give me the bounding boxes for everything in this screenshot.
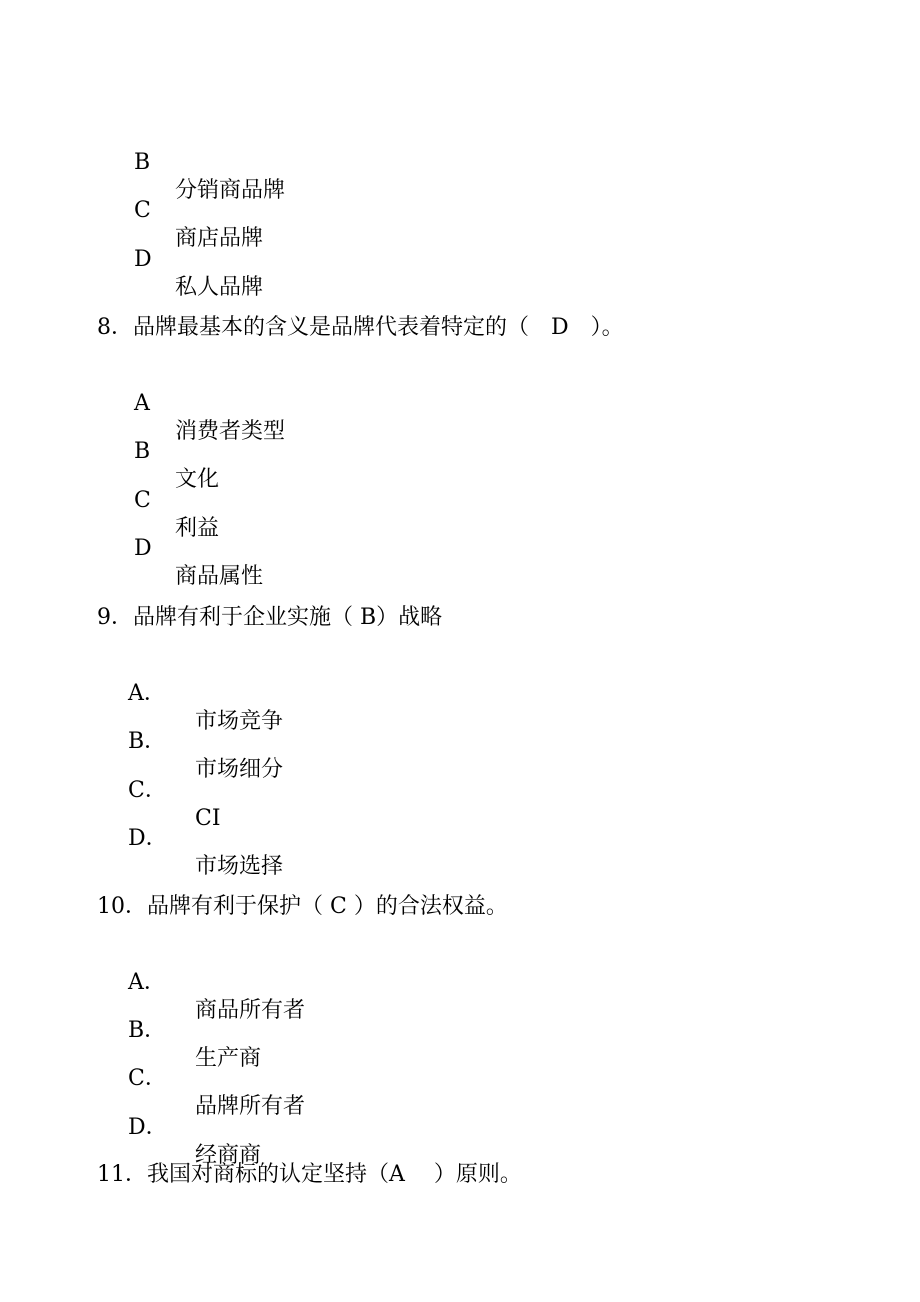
option-label: A: [134, 391, 150, 416]
option-text: 市场竞争: [195, 709, 284, 734]
option-label: C．: [128, 778, 167, 803]
option-label: D．: [128, 1115, 168, 1140]
option-text: CI: [195, 806, 221, 831]
option-label: D．: [128, 826, 168, 851]
option-label: C: [134, 198, 151, 223]
option-text: 商品属性: [175, 564, 264, 589]
option-text: 经商商: [195, 1143, 262, 1168]
option-text: 市场细分: [195, 757, 284, 782]
option-label: D: [134, 536, 152, 561]
q9-stem: 9．品牌有利于企业实施（ B）战略: [97, 605, 443, 630]
option-text: 生产商: [195, 1046, 262, 1071]
option-label: C: [134, 488, 151, 513]
option-text: 市场选择: [195, 854, 284, 879]
option-text: 消费者类型: [175, 419, 286, 444]
option-text: 商品所有者: [195, 998, 306, 1023]
option-text: 私人品牌: [175, 275, 264, 300]
option-label: A．: [128, 970, 166, 995]
option-label: D: [134, 247, 152, 272]
option-label: A．: [128, 681, 166, 706]
option-label: B: [134, 439, 151, 464]
option-label: B．: [128, 729, 167, 754]
option-text: 利益: [175, 516, 220, 541]
option-text: 商店品牌: [175, 226, 264, 251]
option-text: 分销商品牌: [175, 178, 286, 203]
option-text: 文化: [175, 467, 220, 492]
option-text: 品牌所有者: [195, 1094, 306, 1119]
option-label: B: [134, 150, 151, 175]
option-label: C．: [128, 1066, 167, 1091]
q10-stem: 10．品牌有利于保护（ C ）的合法权益。: [97, 894, 508, 919]
option-label: B．: [128, 1018, 167, 1043]
q11-stem: 11．我国对商标的认定坚持（A ）原则。: [97, 1162, 522, 1187]
q8-stem: 8．品牌最基本的含义是品牌代表着特定的（ D ）。: [97, 315, 624, 340]
